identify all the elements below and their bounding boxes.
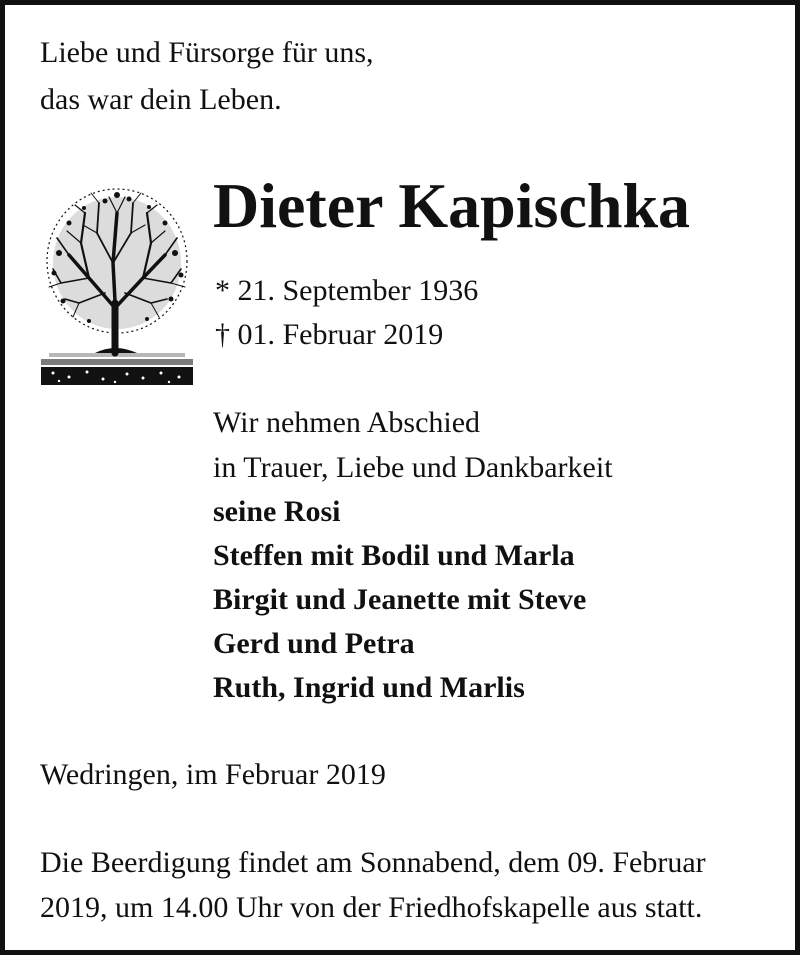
mourner-name: Birgit und Jeanette mit Steve — [213, 583, 587, 616]
place-date: Wedringen, im Februar 2019 — [40, 758, 386, 791]
tree-icon — [39, 183, 195, 387]
mourner-name: Ruth, Ingrid und Marlis — [213, 671, 525, 704]
death-date: † 01. Februar 2019 — [215, 318, 444, 351]
farewell-line-1: Wir nehmen Abschied — [213, 406, 481, 439]
mourner-name: Gerd und Petra — [213, 627, 415, 660]
motto-line-1: Liebe und Fürsorge für uns, — [40, 36, 374, 69]
birth-date: * 21. September 1936 — [215, 274, 479, 307]
motto-line-2: das war dein Leben. — [40, 83, 282, 116]
mourner-name: seine Rosi — [213, 495, 341, 528]
funeral-info-line-2: 2019, um 14.00 Uhr von der Friedhofskapelle aus statt. — [40, 891, 703, 924]
funeral-info-line-1: Die Beerdigung findet am Sonnabend, dem 09. Februar — [40, 846, 706, 879]
deceased-name: Dieter Kapischka — [213, 170, 691, 241]
mourner-name: Steffen mit Bodil und Marla — [213, 539, 575, 572]
farewell-line-2: in Trauer, Liebe und Dankbarkeit — [213, 451, 613, 484]
